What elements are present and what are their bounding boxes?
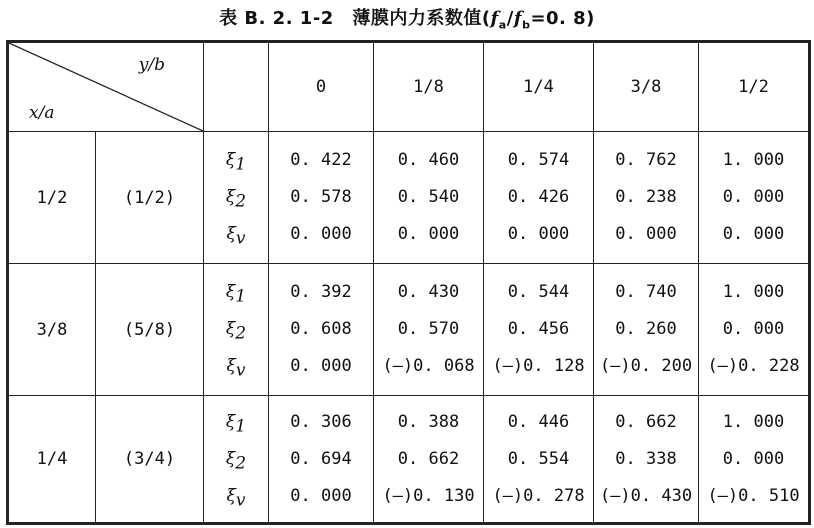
coefficient-value: 0. 574 [507,150,570,170]
coefficient-value: 0. 422 [290,150,352,170]
coefficient-table [6,40,811,525]
coefficient-value: 0. 000 [615,224,677,244]
paren-ratio-cell: (5/8) [96,264,204,396]
value-cell [374,264,484,396]
table-row [8,132,810,264]
value-cell [374,132,484,264]
coefficient-value: 0. 460 [397,150,460,170]
coefficient-value: 0. 446 [507,411,570,432]
coefficient-value: 1. 000 [722,282,785,302]
value-cell [699,132,810,264]
value-cell [594,264,699,396]
coefficient-symbol [204,216,268,253]
coefficient-symbol [204,274,268,311]
symbol-base: ξ [225,319,236,339]
column-header: 1/4 [484,42,594,132]
coefficient-symbol [204,404,268,441]
coefficient-value: (—)0. 068 [382,356,475,376]
symbol-base: ξ [225,150,236,170]
symbol-subscript: 2 [235,191,247,212]
value-cell [484,396,594,524]
table-row [8,264,810,396]
paren-ratio-cell: (1/2) [96,132,204,264]
coefficient-value: 0. 388 [397,411,460,432]
symbol-cell [204,132,269,264]
value-cell [374,396,484,524]
title-fa-sub: a [498,18,507,32]
coefficient-value: 0. 544 [507,282,570,302]
symbol-cell [204,396,269,524]
coefficient-value: 0. 000 [722,187,785,207]
x-ratio-cell: 3/8 [8,264,96,396]
coefficient-value: 0. 662 [397,448,460,469]
table-title [0,6,814,39]
coefficient-value: 0. 000 [722,224,785,244]
title-slash: / [506,8,514,29]
coefficient-value: 0. 000 [507,224,570,244]
x-ratio-cell: 1/2 [8,132,96,264]
title-fa: f [490,8,499,29]
header-row [8,42,810,132]
coefficient-value: 0. 694 [290,448,352,469]
title-prefix: 表 B. 2. 1-2 薄膜内力系数值( [219,8,491,29]
coefficient-value: 0. 338 [615,448,677,469]
symbol-subscript: 1 [235,154,247,175]
column-header: 1/2 [699,42,810,132]
diagonal-header-cell [8,42,204,132]
title-fb: f [513,8,523,29]
coefficient-value: 0. 000 [722,448,785,469]
coefficient-value: 0. 578 [290,187,352,207]
coefficient-value: 0. 238 [615,187,677,207]
value-cell [269,396,374,524]
coefficient-value: 0. 000 [290,356,352,376]
coefficient-value: (—)0. 510 [707,485,800,506]
coefficient-value: 0. 000 [722,319,785,339]
value-cell [269,264,374,396]
coefficient-symbol [204,179,268,216]
symbol-base: ξ [226,485,236,506]
x-axis-label: x/a [29,103,55,123]
coefficient-value: 0. 430 [397,282,460,302]
coefficient-value: 0. 392 [290,282,352,302]
coefficient-value: 0. 570 [397,319,460,339]
symbol-subscript: v [235,228,246,249]
value-cell [484,132,594,264]
coefficient-value: 1. 000 [722,411,785,432]
symbol-base: ξ [225,282,236,302]
coefficient-symbol [204,348,268,385]
coefficient-value: 0. 260 [615,319,677,339]
coefficient-symbol [204,311,268,348]
coefficient-value: 1. 000 [722,150,785,170]
value-cell [699,396,810,524]
symbol-subscript: 2 [235,323,247,344]
coefficient-value: 0. 426 [507,187,570,207]
symbol-subscript: v [235,489,246,510]
coefficient-value: 0. 306 [290,411,352,432]
symbol-subscript: 1 [235,286,247,307]
symbol-base: ξ [225,187,236,207]
coefficient-value: 0. 762 [615,150,677,170]
coefficient-value: 0. 000 [290,224,352,244]
coefficient-value: (—)0. 228 [707,356,800,376]
value-cell [594,396,699,524]
value-cell [699,264,810,396]
coefficient-value: (—)0. 278 [492,485,585,506]
x-ratio-cell: 1/4 [8,396,96,524]
symbol-header-cell [204,42,269,132]
coefficient-symbol [204,441,268,478]
coefficient-value: (—)0. 430 [599,485,693,506]
value-cell [594,132,699,264]
column-header: 0 [269,42,374,132]
symbol-subscript: v [235,360,246,381]
title-fb-sub: b [522,18,531,32]
table-row [8,396,810,524]
symbol-base: ξ [226,356,236,376]
value-cell [484,264,594,396]
symbol-subscript: 2 [235,452,247,473]
title-suffix: =0. 8) [530,8,595,29]
coefficient-value: 0. 456 [507,319,570,339]
coefficient-value: (—)0. 130 [382,485,475,506]
paren-ratio-cell: (3/4) [96,396,204,524]
coefficient-value: 0. 000 [290,485,352,506]
symbol-base: ξ [225,448,236,469]
symbol-cell [204,264,269,396]
symbol-base: ξ [225,411,236,432]
coefficient-value: 0. 608 [290,319,352,339]
coefficient-value: 0. 740 [615,282,677,302]
coefficient-value: 0. 554 [507,448,570,469]
value-cell [269,132,374,264]
coefficient-symbol [204,142,268,179]
column-header: 1/8 [374,42,484,132]
coefficient-value: (—)0. 200 [599,356,693,376]
y-axis-label: y/b [138,55,165,75]
symbol-base: ξ [226,224,236,244]
coefficient-symbol [204,478,268,515]
symbol-subscript: 1 [235,415,247,436]
column-header: 3/8 [594,42,699,132]
coefficient-value: 0. 540 [397,187,460,207]
coefficient-value: (—)0. 128 [492,356,585,376]
coefficient-value: 0. 662 [615,411,677,432]
coefficient-value: 0. 000 [397,224,460,244]
